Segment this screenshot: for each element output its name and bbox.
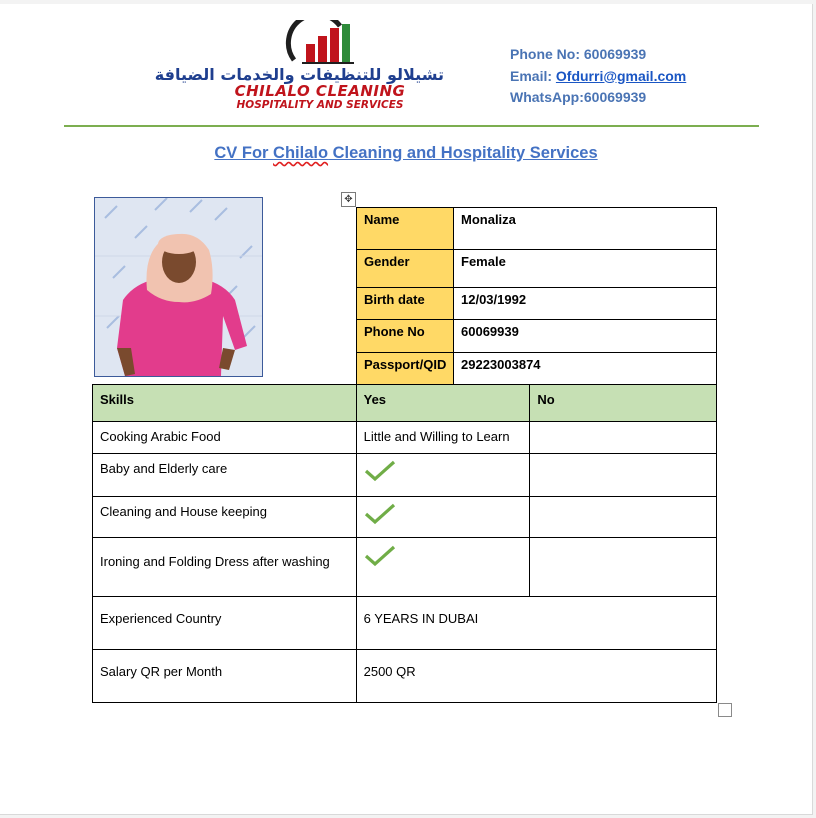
title-prefix: CV For (214, 144, 274, 162)
extra-value: 2500 QR (356, 650, 716, 703)
whatsapp-value: 60069939 (583, 89, 647, 105)
table-row (93, 538, 717, 597)
profile-label: Phone No (357, 320, 454, 353)
header-no: No (530, 385, 717, 422)
check-icon (364, 460, 396, 482)
profile-label: Name (357, 208, 454, 250)
skills-header-row (93, 385, 717, 422)
header-yes: Yes (356, 385, 530, 422)
portrait-photo-icon (95, 198, 262, 376)
candidate-photo[interactable] (94, 197, 263, 377)
profile-value: 60069939 (454, 320, 717, 353)
skill-no (530, 422, 717, 454)
logo-arabic-name: تشيلالو للتنظيفات والخدمات الضيافة (154, 65, 444, 84)
profile-label: Passport/QID (357, 353, 454, 385)
table-row (93, 422, 717, 454)
table-row (93, 497, 717, 538)
profile-row (357, 250, 717, 288)
skill-name: Cleaning and House keeping (93, 497, 357, 538)
contact-whatsapp (510, 87, 686, 109)
skill-no (530, 497, 717, 538)
table-move-handle-icon[interactable]: ✥ (341, 192, 356, 207)
document-page (0, 4, 813, 815)
extra-label: Salary QR per Month (93, 650, 357, 703)
skill-name: Cooking Arabic Food (93, 422, 357, 454)
header-skills: Skills (93, 385, 357, 422)
contact-block (510, 44, 686, 109)
logo-name-line1: CHILALO CLEANING (234, 82, 406, 100)
company-logo (154, 18, 446, 118)
profile-value: Monaliza (454, 208, 717, 250)
profile-row (357, 320, 717, 353)
phone-label: Phone No: (510, 46, 584, 62)
table-row (93, 650, 717, 703)
logo-name-line2: HOSPITALITY AND SERVICES (236, 99, 404, 111)
profile-value: 29223003874 (454, 353, 717, 385)
table-resize-handle-icon[interactable] (718, 703, 732, 717)
skill-no (530, 538, 717, 597)
skill-yes: Little and Willing to Learn (356, 422, 530, 454)
title-suffix: Cleaning and Hospitality Services (328, 144, 598, 162)
profile-value: 12/03/1992 (454, 288, 717, 320)
profile-row (357, 208, 717, 250)
table-row (93, 597, 717, 650)
phone-value: 60069939 (583, 46, 647, 62)
skill-yes (356, 454, 530, 497)
header-divider (64, 125, 759, 127)
skill-name: Baby and Elderly care (93, 454, 357, 497)
profile-label: Gender (357, 250, 454, 288)
profile-row (357, 288, 717, 320)
page-title (0, 144, 812, 163)
profile-value: Female (454, 250, 717, 288)
email-label: Email: (510, 67, 556, 84)
skill-yes (356, 497, 530, 538)
skill-name: Ironing and Folding Dress after washing (93, 538, 357, 597)
email-link[interactable]: Ofdurri@gmail.com (555, 67, 687, 84)
check-icon (364, 545, 396, 567)
profile-row (357, 353, 717, 385)
extra-value: 6 YEARS IN DUBAI (356, 597, 716, 650)
profile-label: Birth date (357, 288, 454, 320)
contact-phone (510, 44, 686, 66)
check-icon (364, 503, 396, 525)
skill-yes (356, 538, 530, 597)
extra-label: Experienced Country (93, 597, 357, 650)
title-misspelled-word: Chilalo (273, 144, 329, 162)
skill-no (530, 454, 717, 497)
whatsapp-label: WhatsApp: (510, 89, 584, 105)
skills-table (92, 384, 717, 703)
logo-bar-chart-icon (282, 20, 360, 66)
table-row (93, 454, 717, 497)
profile-table (356, 207, 717, 385)
contact-email (510, 66, 686, 88)
